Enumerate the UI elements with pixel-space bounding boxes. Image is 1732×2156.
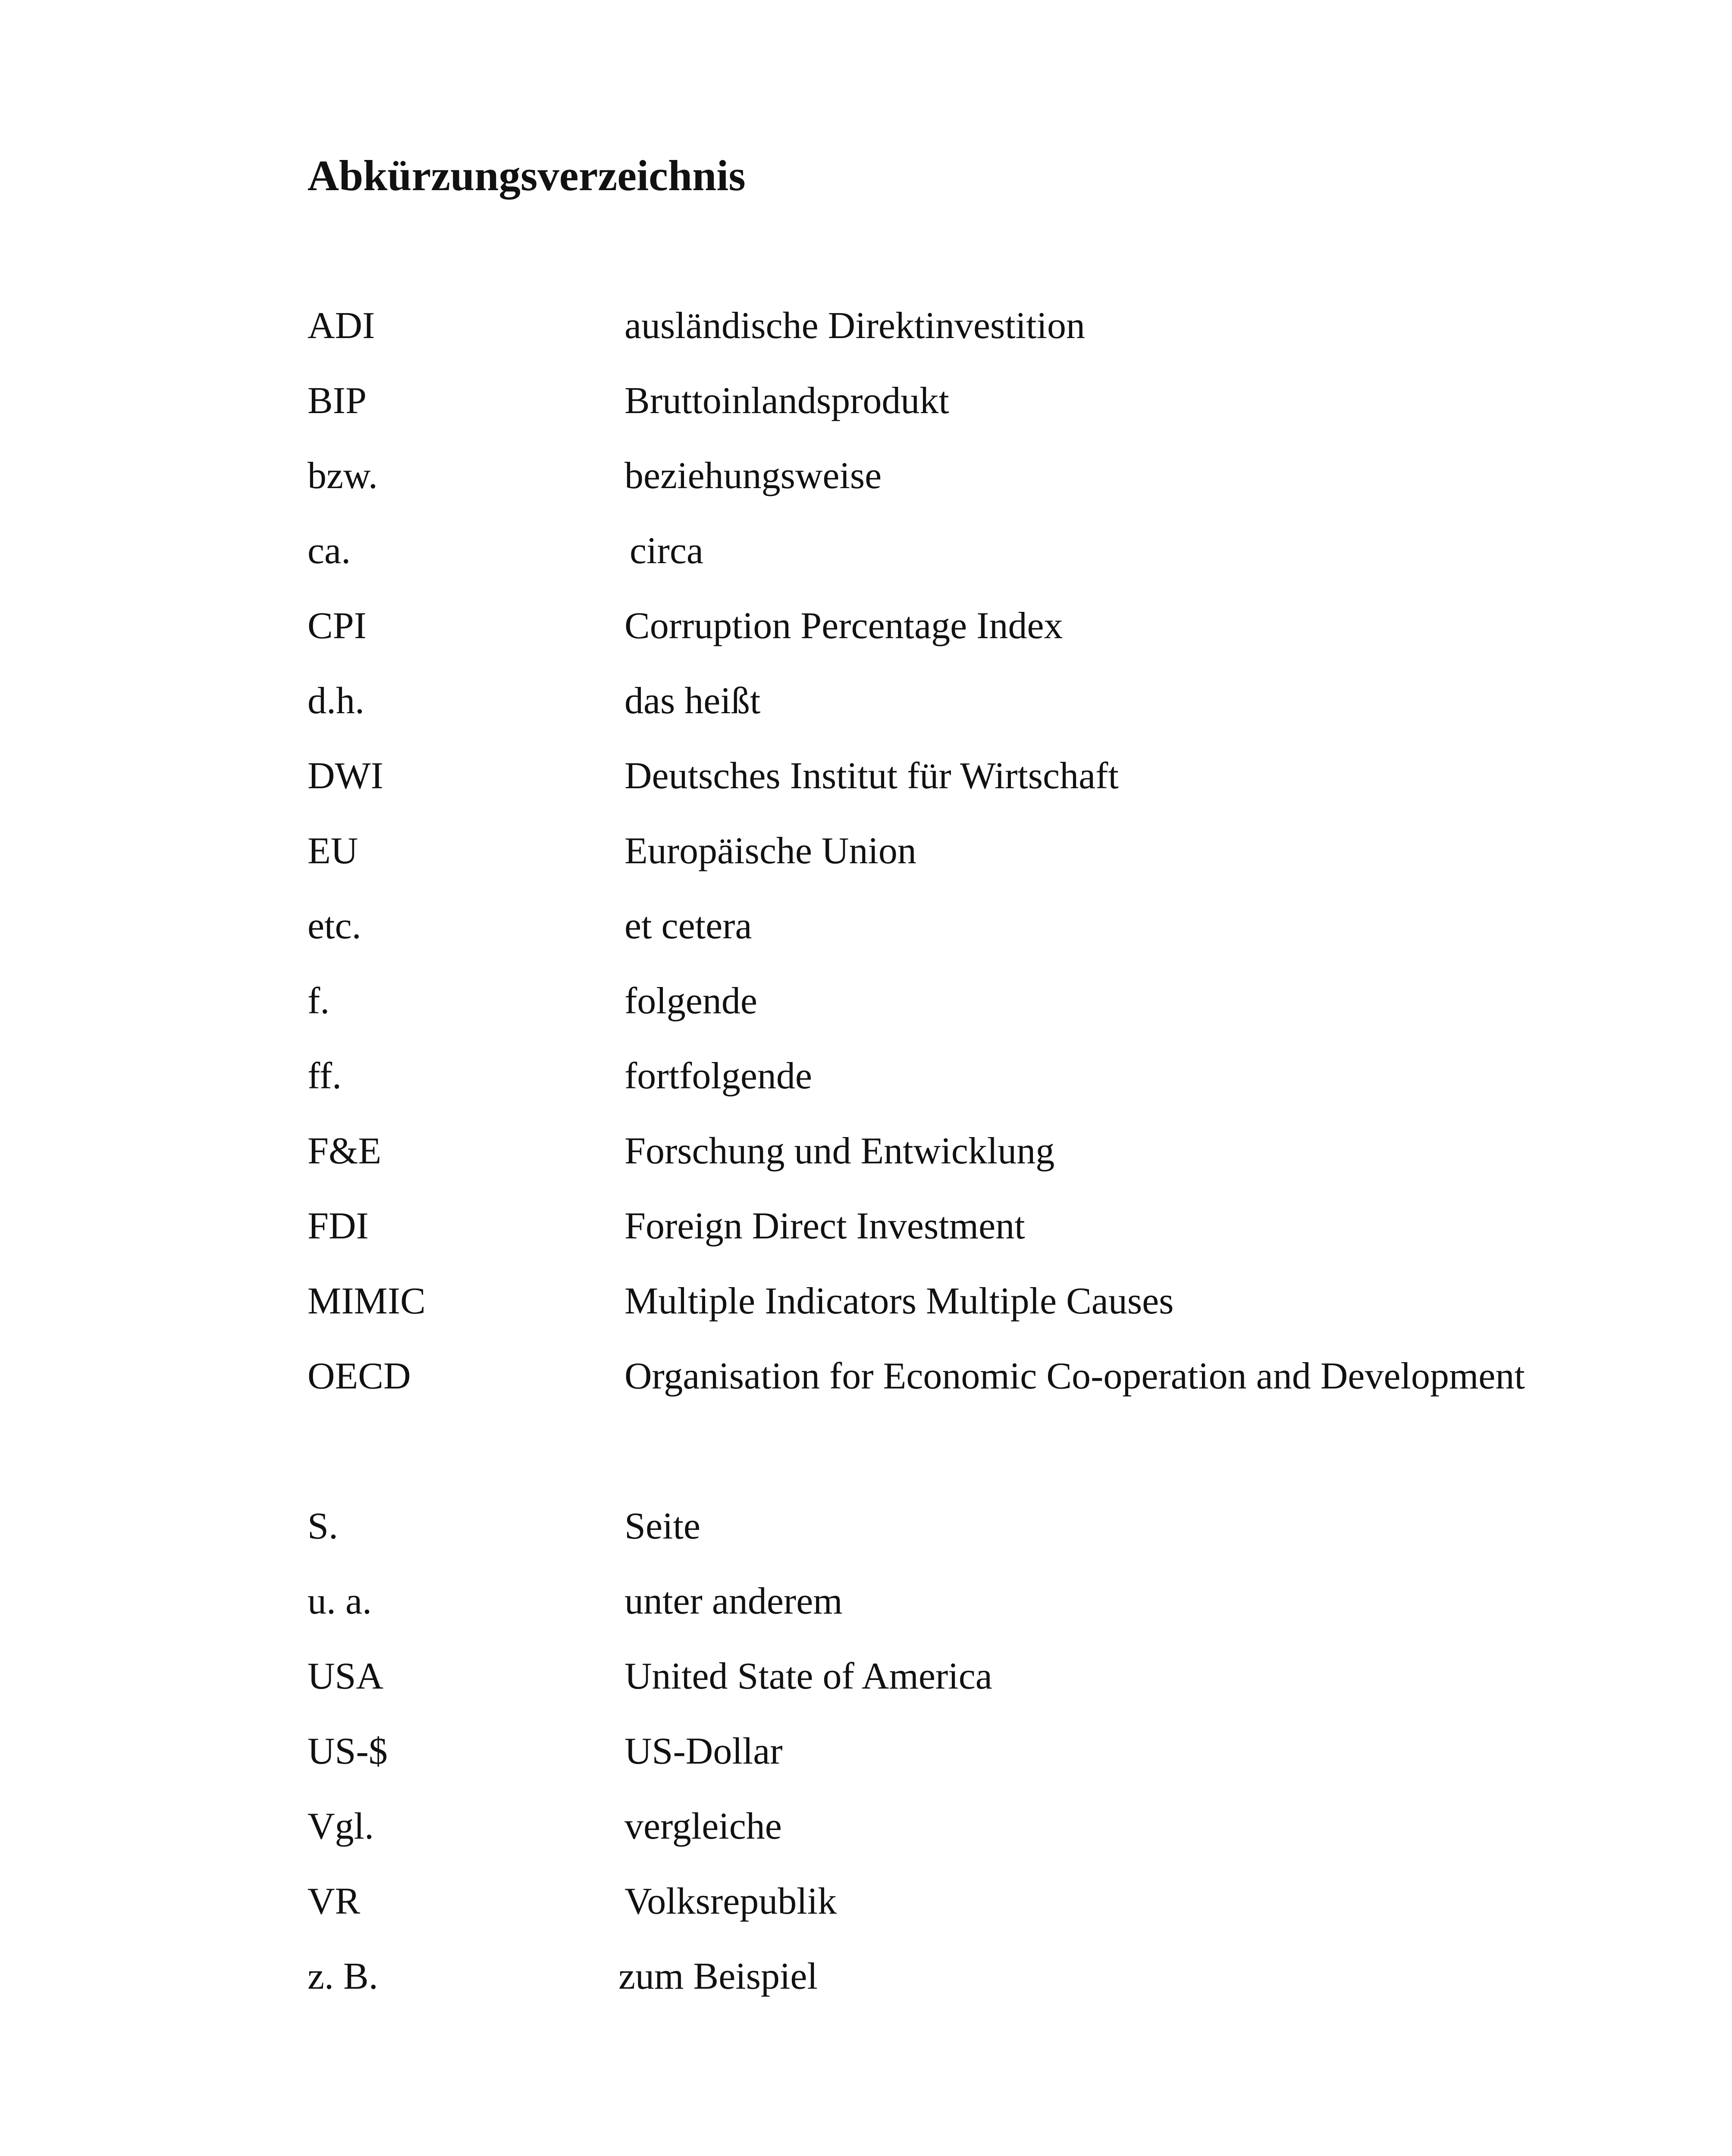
- abbreviation-meaning: Organisation for Economic Co-operation and Development: [624, 1355, 1525, 1397]
- abbreviation-meaning: fortfolgende: [624, 1055, 812, 1097]
- page-title: Abkürzungsverzeichnis: [307, 151, 746, 200]
- abbreviation-meaning: vergleiche: [624, 1805, 782, 1847]
- abbreviation-term: BIP: [307, 380, 367, 422]
- abbreviation-term: Vgl.: [307, 1805, 374, 1847]
- abbreviation-term: EU: [307, 830, 358, 872]
- abbreviation-meaning: United State of America: [624, 1655, 992, 1697]
- abbreviation-term: etc.: [307, 905, 361, 947]
- abbreviation-meaning: ausländische Direktinvestition: [624, 305, 1085, 347]
- abbreviation-term: ADI: [307, 305, 375, 347]
- abbreviation-meaning: US-Dollar: [624, 1730, 783, 1772]
- abbreviation-meaning: Seite: [624, 1505, 700, 1547]
- abbreviation-meaning: et cetera: [624, 905, 752, 947]
- abbreviation-term: f.: [307, 980, 330, 1022]
- abbreviation-meaning: Deutsches Institut für Wirtschaft: [624, 755, 1119, 797]
- abbreviation-term: CPI: [307, 605, 367, 647]
- abbreviation-meaning: Volksrepublik: [624, 1880, 837, 1922]
- abbreviation-meaning: folgende: [624, 980, 757, 1022]
- abbreviation-meaning: zum Beispiel: [618, 1955, 818, 1997]
- abbreviation-term: u. a.: [307, 1580, 372, 1622]
- abbreviation-meaning: circa: [630, 530, 703, 572]
- abbreviation-term: MIMIC: [307, 1280, 426, 1322]
- abbreviation-term: S.: [307, 1505, 338, 1547]
- abbreviation-meaning: Bruttoinlandsprodukt: [624, 380, 949, 422]
- abbreviation-meaning: Corruption Percentage Index: [624, 605, 1063, 647]
- abbreviation-term: USA: [307, 1655, 384, 1697]
- abbreviation-term: d.h.: [307, 680, 364, 722]
- abbreviation-meaning: Forschung und Entwicklung: [624, 1130, 1055, 1172]
- abbreviation-meaning: das heißt: [624, 680, 761, 722]
- abbreviation-term: OECD: [307, 1355, 411, 1397]
- abbreviation-term: FDI: [307, 1205, 369, 1247]
- abbreviation-term: DWI: [307, 755, 383, 797]
- abbreviation-term: ff.: [307, 1055, 342, 1097]
- abbreviation-term: VR: [307, 1880, 361, 1922]
- abbreviation-meaning: unter anderem: [624, 1580, 843, 1622]
- abbreviation-meaning: beziehungsweise: [624, 455, 882, 497]
- abbreviation-meaning: Europäische Union: [624, 830, 916, 872]
- abbreviation-term: US-$: [307, 1730, 388, 1772]
- abbreviation-meaning: Foreign Direct Investment: [624, 1205, 1025, 1247]
- abbreviation-term: bzw.: [307, 455, 378, 497]
- abbreviation-term: ca.: [307, 530, 351, 572]
- abbreviation-term: F&E: [307, 1130, 382, 1172]
- abbreviation-term: z. B.: [307, 1955, 378, 1997]
- abbreviation-meaning: Multiple Indicators Multiple Causes: [624, 1280, 1174, 1322]
